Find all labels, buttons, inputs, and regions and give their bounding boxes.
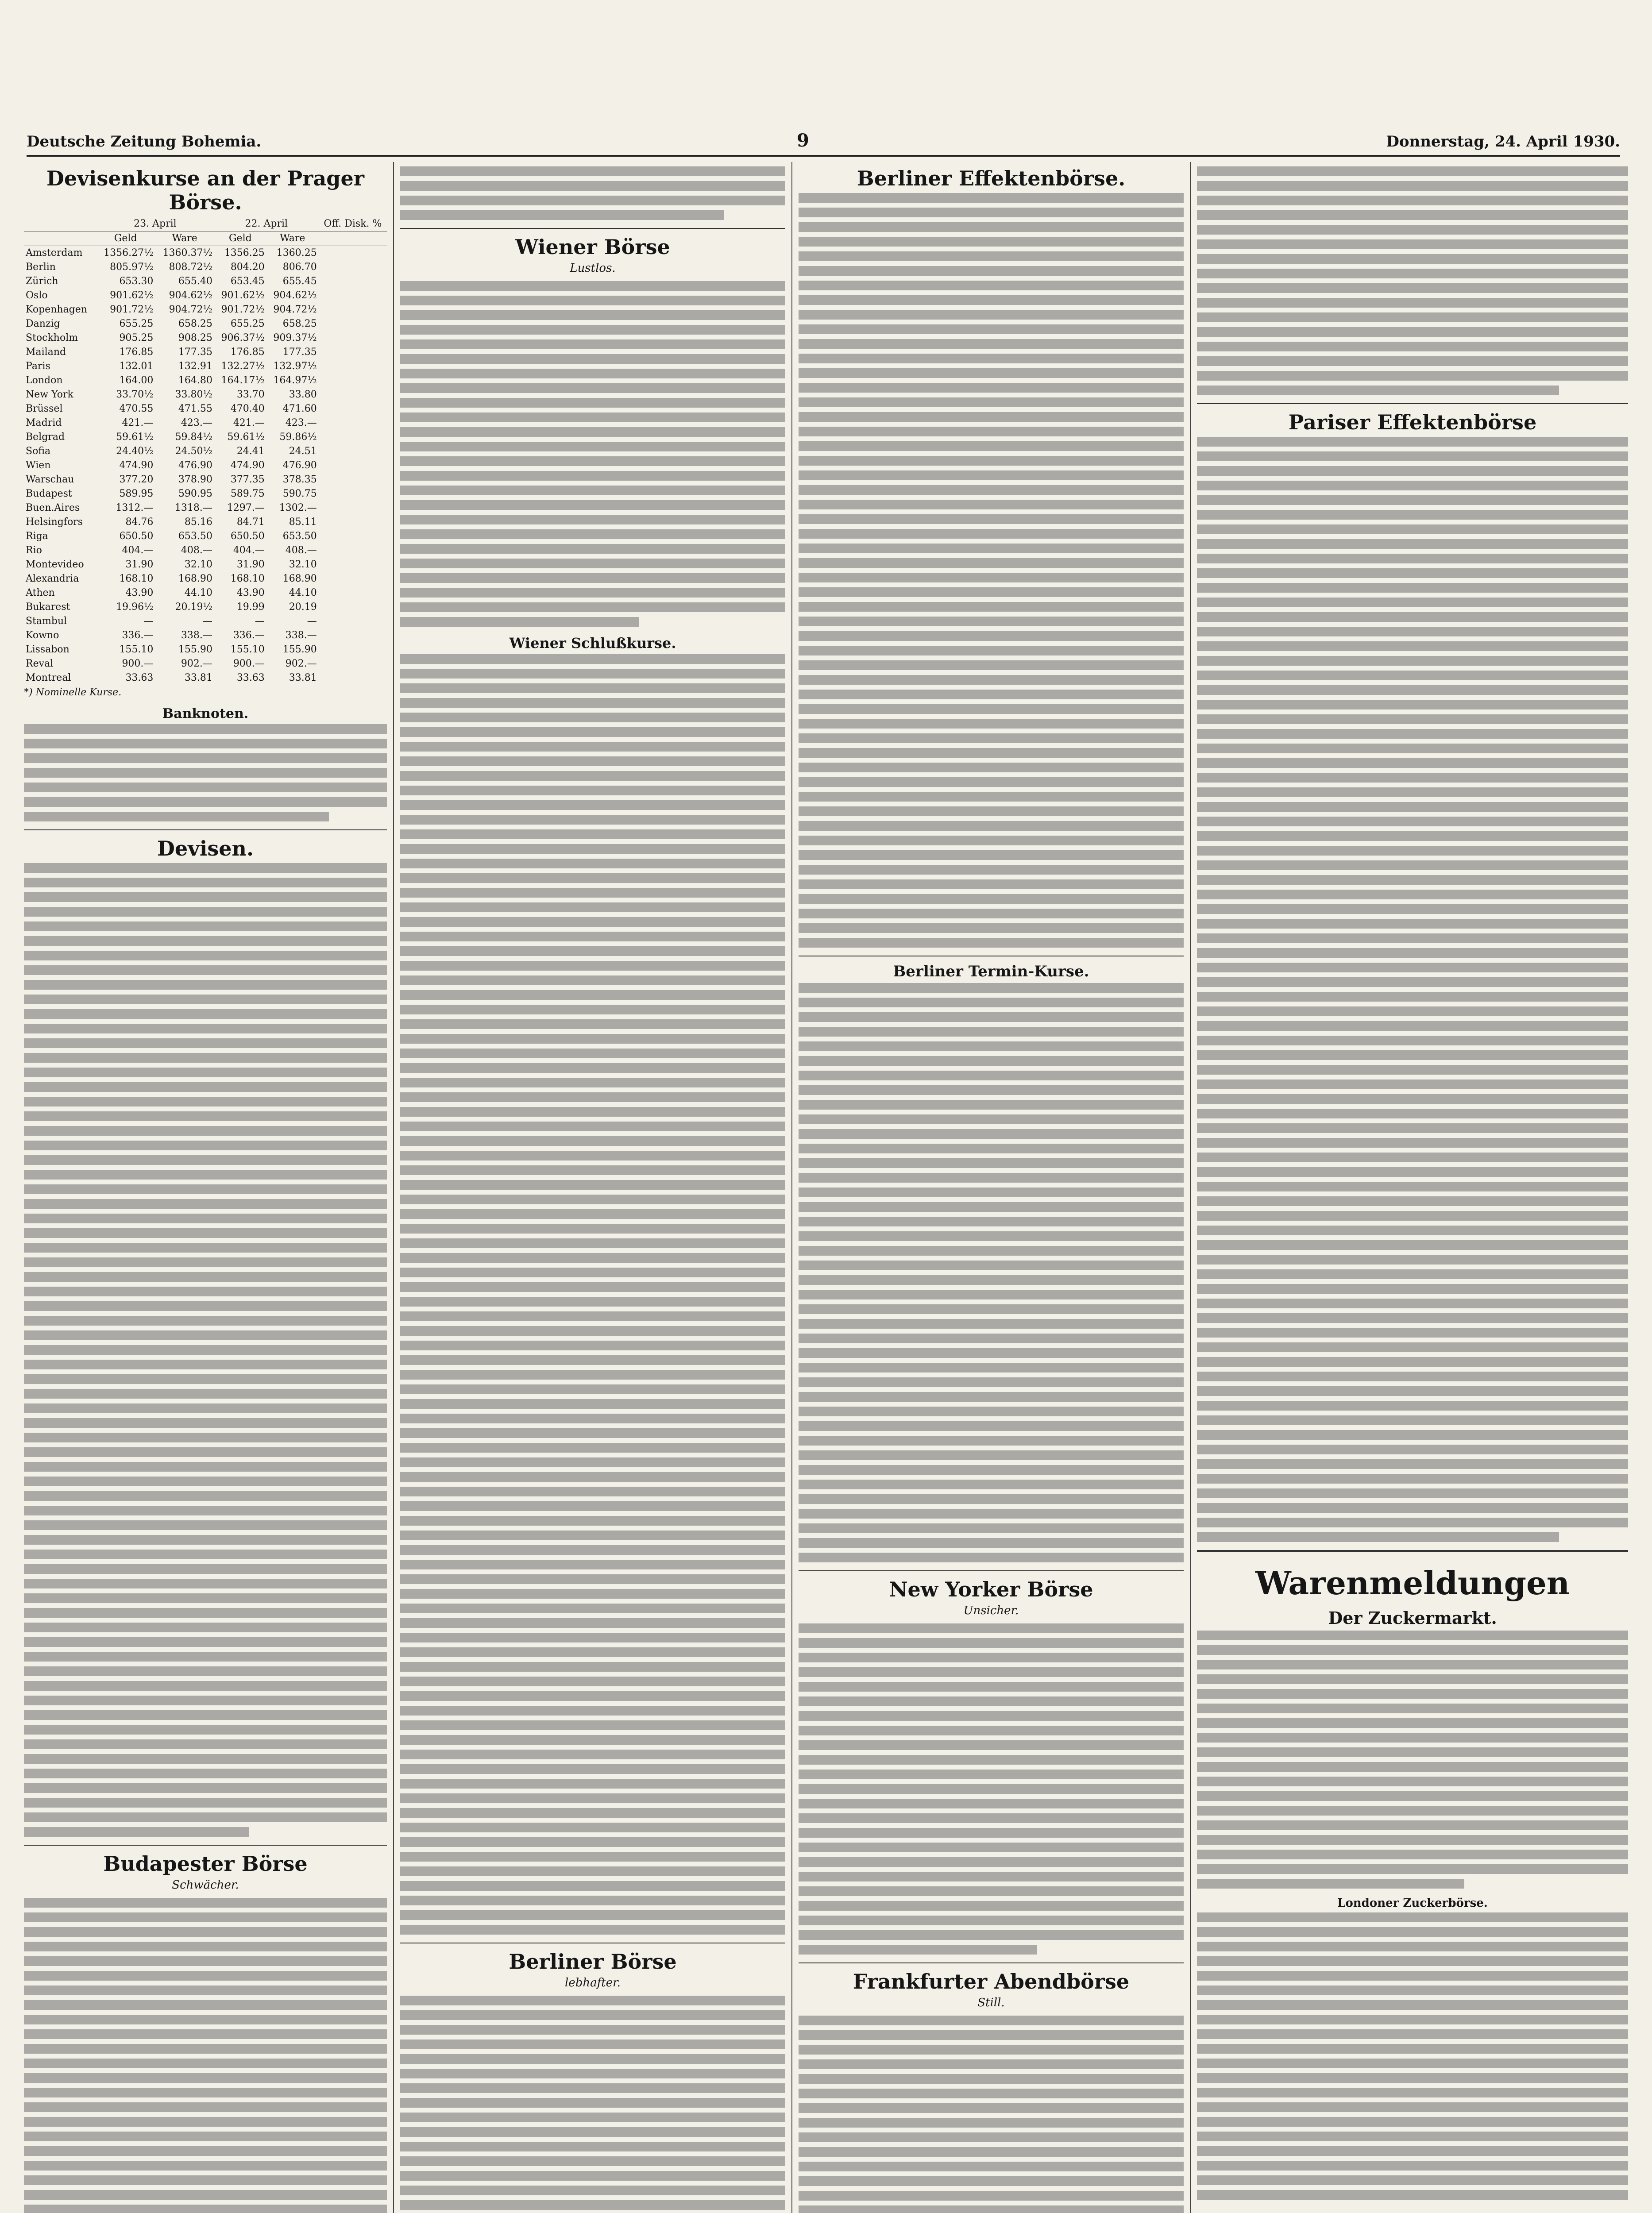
section-subtitle: lebhafter. [565,1976,621,1989]
fx-rate: 590.75 [282,488,317,499]
section-title: Devisen. [157,837,254,860]
table-row [24,317,387,331]
fx-city: Budapest [26,488,72,499]
fx-rate: 59.61½ [227,432,265,443]
fx-rate: 33.81 [184,672,212,683]
fx-rate: 653.50 [282,531,317,542]
fx-sub-head: Geld [96,231,155,246]
fx-rate: 421.— [233,417,265,428]
fx-rate: 655.45 [282,276,317,287]
text-block [400,1996,785,2213]
fx-rate: 377.20 [119,474,154,485]
fx-rate: 404.— [233,545,265,556]
section-title: Londoner Zuckerbörse. [1337,1897,1488,1910]
footnote: *) Nominelle Kurse. [24,687,122,698]
fx-rate: 132.27½ [221,361,265,372]
table-row [24,657,387,671]
fx-city: Berlin [26,262,56,273]
fx-rate: 470.40 [230,403,265,414]
fx-rate: 590.95 [178,488,212,499]
fx-rate: 902.— [181,658,212,669]
table-row [24,544,387,558]
fx-rate: 168.10 [119,573,154,584]
stock-table-block [799,983,1184,1562]
fx-city: Danzig [26,318,60,329]
price-table-block [1197,1912,1628,2200]
fx-sub-head: Ware [266,231,319,246]
section-subtitle: Schwächer. [172,1878,239,1892]
fx-rate: 378.90 [178,474,212,485]
issue-date: Donnerstag, 24. April 1930. [1386,133,1620,150]
fx-city: Warschau [26,474,74,485]
fx-city: Rio [26,545,42,556]
fx-rate: 32.10 [289,559,317,570]
fx-rate: 902.— [285,658,317,669]
fx-rate: 168.10 [230,573,265,584]
fx-city: Paris [26,361,50,372]
fx-city: Montevideo [26,559,84,570]
column-1 [18,162,394,2213]
fx-rate: 658.25 [282,318,317,329]
fx-rate: 24.51 [289,446,317,457]
fx-rate: 904.72½ [169,304,212,315]
section-title: Berliner Termin-Kurse. [893,963,1089,980]
fx-rate: 471.55 [178,403,212,414]
fx-rate: — [255,616,265,627]
fx-rate: 904.62½ [169,290,212,301]
fx-rate: 423.— [285,417,317,428]
table-row [24,289,387,303]
fx-rate: 44.10 [289,587,317,598]
fx-rate: 1356.27½ [104,247,154,258]
stock-table-block [799,193,1184,948]
table-row [24,331,387,345]
section-subtitle: Lustlos. [570,262,616,275]
table-row [24,359,387,374]
fx-city: Kowno [26,630,59,641]
fx-rate: 33.80½ [175,389,212,400]
fx-rate: 650.50 [230,531,265,542]
page-header [27,130,1620,157]
fx-rate: 474.90 [230,460,265,471]
fx-city: Zürich [26,276,58,287]
column-4 [1191,162,1634,2213]
fx-rate: 905.25 [119,332,154,343]
table-row [24,416,387,430]
table-row [24,614,387,628]
fx-rate: 24.40½ [116,446,154,457]
table-row [24,444,387,459]
fx-rate: 176.85 [230,347,265,358]
fx-city: Mailand [26,347,66,358]
text-block [400,166,785,220]
fx-rate: 655.40 [178,276,212,287]
fx-rate: 1312.— [116,502,154,513]
fx-rate: 900.— [122,658,154,669]
section-title: Frankfurter Abendbörse [853,1970,1130,1993]
fx-head-day1: 23. April [96,217,214,231]
fx-head-discount: Off. Disk. % [319,217,387,231]
fx-rate: 474.90 [119,460,154,471]
fx-rate: 804.20 [230,262,265,273]
fx-rate: 658.25 [178,318,212,329]
fx-city: Oslo [26,290,48,301]
fx-rate: 1318.— [174,502,212,513]
fx-rate: 33.63 [236,672,265,683]
section-title: Banknoten. [162,706,249,721]
fx-rate: 1356.25 [224,247,265,258]
fx-rate: 421.— [122,417,154,428]
fx-rate: 31.90 [125,559,154,570]
table-row [24,345,387,359]
table-row [24,487,387,501]
fx-rate: 336.— [233,630,265,641]
fx-rate: 31.90 [236,559,265,570]
fx-rate: 377.35 [230,474,265,485]
fx-rates-table [24,217,387,685]
fx-rate: 336.— [122,630,154,641]
section-title: Berliner Börse [509,1950,677,1974]
fx-rate: 338.— [181,630,212,641]
fx-rate: 155.10 [230,644,265,655]
fx-rate: 404.— [122,545,154,556]
fx-rate: 901.62½ [110,290,154,301]
fx-rate: 164.97½ [273,375,317,386]
text-block [400,281,785,627]
text-block [24,724,387,821]
fx-city: Sofia [26,446,51,457]
table-row [24,501,387,515]
section-title: Pariser Effektenbörse [1288,410,1537,434]
fx-rate: 33.80 [289,389,317,400]
fx-rate: 43.90 [236,587,265,598]
text-block [799,1623,1184,1955]
fx-rate: 33.81 [289,672,317,683]
section-subtitle: Unsicher. [963,1604,1019,1617]
fx-rate: 155.10 [119,644,154,655]
section-title-major: Warenmeldungen [1255,1564,1570,1602]
fx-rate: 59.61½ [116,432,154,443]
fx-rate: 908.25 [178,332,212,343]
fx-rate: 33.63 [125,672,154,683]
fx-rate: 24.50½ [175,446,212,457]
section-title: Budapester Börse [103,1852,308,1876]
fx-rate: 655.25 [119,318,154,329]
fx-rate: 132.97½ [273,361,317,372]
fx-rate: 33.70 [236,389,265,400]
fx-city: New York [26,389,73,400]
fx-rate: 471.60 [282,403,317,414]
fx-rate: 653.45 [230,276,265,287]
fx-rate: 378.35 [282,474,317,485]
fx-rate: 164.00 [119,375,154,386]
table-row [24,558,387,572]
fx-rate: 59.86½ [279,432,317,443]
text-block [799,2016,1184,2213]
fx-rate: 338.— [285,630,317,641]
fx-city: Athen [26,587,55,598]
fx-city: Buen.Aires [26,502,80,513]
fx-rate: 476.90 [178,460,212,471]
fx-city: Helsingfors [26,517,83,528]
fx-city: London [26,375,63,386]
fx-rate: 85.16 [184,517,212,528]
fx-rate: 164.17½ [221,375,265,386]
section-subtitle: Still. [977,1996,1005,2009]
fx-city: Stambul [26,616,67,627]
fx-head-day2: 22. April [214,217,319,231]
table-row [24,529,387,544]
fx-rate: 155.90 [178,644,212,655]
fx-rate: 43.90 [125,587,154,598]
text-block [24,863,387,1837]
fx-rate: — [307,616,317,627]
fx-rate: 655.25 [230,318,265,329]
table-row [24,643,387,657]
table-row [24,515,387,529]
fx-rate: 904.72½ [273,304,317,315]
table-row [24,671,387,685]
text-block [1197,437,1628,1542]
section-title: Berliner Effektenbörse. [857,166,1126,190]
fx-rate: 589.95 [119,488,154,499]
section-title: Wiener Börse [515,235,670,259]
fx-rate: 132.91 [178,361,212,372]
fx-rate: 168.90 [282,573,317,584]
fx-rate: 423.— [181,417,212,428]
fx-rate: 1297.— [227,502,265,513]
table-row [24,459,387,473]
fx-city: Lissabon [26,644,69,655]
fx-rate: 900.— [233,658,265,669]
table-row [24,246,387,261]
section-title: New Yorker Börse [889,1577,1093,1601]
masthead: Deutsche Zeitung Bohemia. [27,133,262,150]
fx-sub-head: Geld [214,231,266,246]
table-row [24,260,387,274]
column-3 [792,162,1191,2213]
fx-rate: 32.10 [184,559,212,570]
fx-city: Kopenhagen [26,304,87,315]
table-row [24,274,387,289]
fx-rate: 808.72½ [169,262,212,273]
fx-city: Bukarest [26,601,70,613]
table-row [24,388,387,402]
fx-rate: 806.70 [282,262,317,273]
fx-rate: 59.84½ [175,432,212,443]
fx-rate: 1360.25 [276,247,317,258]
fx-rate: 177.35 [178,347,212,358]
fx-rate: 44.10 [184,587,212,598]
fx-rate: 20.19 [289,601,317,613]
table-row [24,586,387,600]
section-title: Devisenkurse an der Prager Börse. [46,166,364,214]
fx-rate: 909.37½ [273,332,317,343]
fx-rate: 84.76 [125,517,154,528]
table-row [24,374,387,388]
stock-table-block [400,654,785,1935]
fx-rate: 901.62½ [221,290,265,301]
table-row [24,473,387,487]
fx-rate: 164.80 [178,375,212,386]
table-row [24,572,387,586]
fx-city: Stockholm [26,332,78,343]
fx-rate: 33.70½ [116,389,154,400]
fx-city: Amsterdam [26,247,83,258]
fx-rate: 653.30 [119,276,154,287]
fx-rate: 132.01 [119,361,154,372]
fx-rate: 20.19½ [175,601,212,613]
fx-rate: 1302.— [279,502,317,513]
table-row [24,628,387,643]
fx-city: Wien [26,460,51,471]
fx-rate: 470.55 [119,403,154,414]
fx-rate: 650.50 [119,531,154,542]
fx-rate: 904.62½ [273,290,317,301]
fx-rate: 177.35 [282,347,317,358]
fx-rate: 19.96½ [116,601,154,613]
column-2 [394,162,792,2213]
fx-rate: 155.90 [282,644,317,655]
fx-rate: — [143,616,154,627]
fx-rate: 84.71 [236,517,265,528]
table-row [24,600,387,614]
fx-rate: 1360.37½ [162,247,212,258]
fx-rate: 805.97½ [110,262,154,273]
fx-rate: 85.11 [289,517,317,528]
section-title: Wiener Schlußkurse. [509,635,676,652]
fx-city: Montreal [26,672,71,683]
fx-rate: 476.90 [282,460,317,471]
fx-rate: 176.85 [119,347,154,358]
section-title: Der Zuckermarkt. [1328,1608,1497,1628]
fx-rate: 589.75 [230,488,265,499]
fx-rate: 901.72½ [221,304,265,315]
fx-city: Belgrad [26,432,65,443]
fx-rate: 906.37½ [221,332,265,343]
fx-rate: 901.72½ [110,304,154,315]
table-row [24,402,387,416]
fx-rate: — [202,616,212,627]
fx-city: Alexandria [26,573,79,584]
fx-rate: 168.90 [178,573,212,584]
table-row [24,303,387,317]
page-number: 9 [797,130,809,151]
fx-city: Riga [26,531,48,542]
table-row [24,430,387,444]
text-block [24,1898,387,2213]
text-block [1197,166,1628,395]
fx-city: Brüssel [26,403,63,414]
fx-rate: 408.— [181,545,212,556]
fx-rate: 408.— [285,545,317,556]
text-block [1197,1631,1628,1889]
fx-city: Madrid [26,417,62,428]
fx-rate: 653.50 [178,531,212,542]
fx-rate: 19.99 [236,601,265,613]
fx-sub-head: Ware [155,231,214,246]
fx-city: Reval [26,658,54,669]
fx-rate: 24.41 [236,446,265,457]
